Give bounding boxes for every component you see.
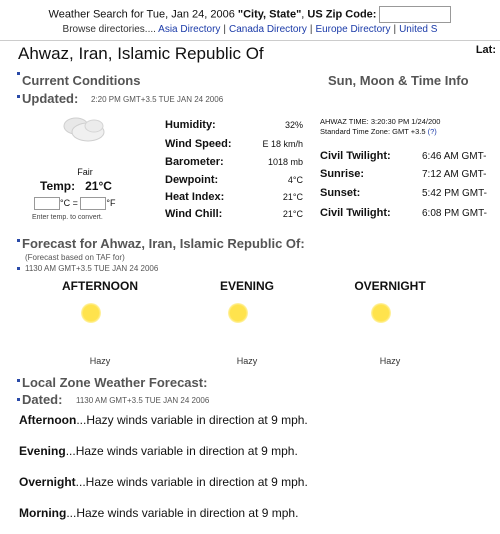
temp-display: Temp: 21°C bbox=[40, 179, 112, 193]
wind-chill-value: 21°C bbox=[282, 209, 303, 219]
local-time: AHWAZ TIME: 3:20:30 PM 1/24/200 bbox=[320, 117, 441, 126]
period-evening: EVENING bbox=[219, 279, 274, 293]
city-state-hint: "City, State" bbox=[237, 8, 302, 21]
bullet-icon bbox=[17, 398, 20, 401]
bullet-icon bbox=[17, 72, 20, 75]
celsius-input[interactable] bbox=[34, 197, 60, 210]
divider bbox=[0, 40, 500, 41]
barometer-value: 1018 mb bbox=[267, 157, 303, 167]
sunrise-label: Sunrise: bbox=[320, 168, 365, 180]
temp-value: 21°C bbox=[85, 179, 112, 193]
bullet-icon bbox=[17, 95, 20, 98]
heat-index-label: Heat Index: bbox=[165, 191, 225, 203]
forecast-basis: (Forecast based on TAF for) bbox=[25, 253, 125, 262]
bullet-icon bbox=[17, 267, 20, 270]
current-conditions-heading: Current Conditions bbox=[22, 73, 141, 88]
europe-directory-link[interactable]: Europe Directory bbox=[315, 24, 391, 35]
search-bar: Weather Search for Tue, Jan 24, 2006 "City, State", US Zip Code: bbox=[0, 6, 500, 23]
sunset-value: 5:42 PM GMT- bbox=[422, 188, 488, 199]
barometer-label: Barometer: bbox=[165, 156, 224, 168]
sun-moon-heading: Sun, Moon & Time Info bbox=[328, 73, 469, 88]
convert-hint: Enter temp. to convert. bbox=[32, 214, 103, 221]
civil-twilight-pm-value: 6:08 PM GMT- bbox=[422, 208, 488, 219]
dewpoint-label: Dewpoint: bbox=[165, 174, 219, 186]
temp-converter: °C = °F bbox=[34, 197, 115, 210]
help-link[interactable]: (?) bbox=[427, 127, 437, 136]
page-title: Ahwaz, Iran, Islamic Republic Of bbox=[18, 44, 264, 63]
civil-twilight-am-label: Civil Twilight: bbox=[320, 150, 391, 162]
directory-links: Browse directories.... Asia Directory | Canada Directory | Europe Directory | United S bbox=[62, 24, 438, 35]
condition-text: Fair bbox=[77, 167, 93, 177]
dated-label: Dated: bbox=[22, 392, 63, 407]
sun-icon bbox=[371, 303, 391, 323]
humidity-value: 32% bbox=[284, 120, 303, 130]
sun-icon bbox=[81, 303, 101, 323]
lat-label: Lat: bbox=[475, 44, 496, 56]
us-directory-link[interactable]: United S bbox=[399, 24, 438, 35]
fahrenheit-input[interactable] bbox=[80, 197, 106, 210]
wind-speed-value: E 18 km/h bbox=[262, 139, 303, 149]
bullet-icon bbox=[17, 239, 20, 242]
sunrise-value: 7:12 AM GMT- bbox=[422, 169, 487, 180]
wind-chill-label: Wind Chill: bbox=[165, 208, 223, 220]
zone-forecast-evening: Evening...Haze winds variable in direction at 9 mph. bbox=[19, 444, 298, 458]
search-input[interactable] bbox=[379, 6, 451, 23]
bullet-icon bbox=[17, 379, 20, 382]
timezone-info: Standard Time Zone: GMT +3.5 (?) bbox=[320, 127, 437, 136]
dated-value: 1130 AM GMT+3.5 TUE JAN 24 2006 bbox=[76, 396, 210, 405]
search-prefix: Weather Search for Tue, Jan 24, 2006 bbox=[48, 8, 238, 21]
browse-label: Browse directories.... bbox=[62, 24, 156, 35]
forecast-issued: 1130 AM GMT+3.5 TUE JAN 24 2006 bbox=[25, 264, 159, 273]
period-afternoon: AFTERNOON bbox=[62, 279, 138, 293]
cloud-icon bbox=[58, 114, 108, 144]
asia-directory-link[interactable]: Asia Directory bbox=[158, 24, 221, 35]
updated-label: Updated: bbox=[22, 91, 79, 106]
canada-directory-link[interactable]: Canada Directory bbox=[229, 24, 307, 35]
zone-forecast-overnight: Overnight...Haze winds variable in direction at 9 mph. bbox=[19, 475, 308, 489]
humidity-label: Humidity: bbox=[165, 119, 216, 131]
forecast-heading: Forecast for Ahwaz, Iran, Islamic Republic Of: bbox=[22, 236, 305, 251]
civil-twilight-pm-label: Civil Twilight: bbox=[320, 207, 391, 219]
period-overnight: OVERNIGHT bbox=[354, 279, 426, 293]
dewpoint-value: 4°C bbox=[287, 175, 303, 185]
evening-condition: Hazy bbox=[236, 356, 258, 366]
updated-value: 2:20 PM GMT+3.5 TUE JAN 24 2006 bbox=[91, 95, 224, 104]
heat-index-value: 21°C bbox=[282, 192, 303, 202]
zone-forecast-heading: Local Zone Weather Forecast: bbox=[22, 375, 208, 390]
zone-forecast-morning: Morning...Haze winds variable in direction at 9 mph. bbox=[19, 506, 299, 520]
overnight-condition: Hazy bbox=[379, 356, 401, 366]
civil-twilight-am-value: 6:46 AM GMT- bbox=[422, 151, 487, 162]
sunset-label: Sunset: bbox=[320, 187, 361, 199]
zone-forecast-afternoon: Afternoon...Hazy winds variable in direction at 9 mph. bbox=[19, 413, 308, 427]
zip-label: US Zip Code: bbox=[307, 8, 377, 21]
afternoon-condition: Hazy bbox=[89, 356, 111, 366]
wind-speed-label: Wind Speed: bbox=[165, 138, 232, 150]
sun-icon bbox=[228, 303, 248, 323]
